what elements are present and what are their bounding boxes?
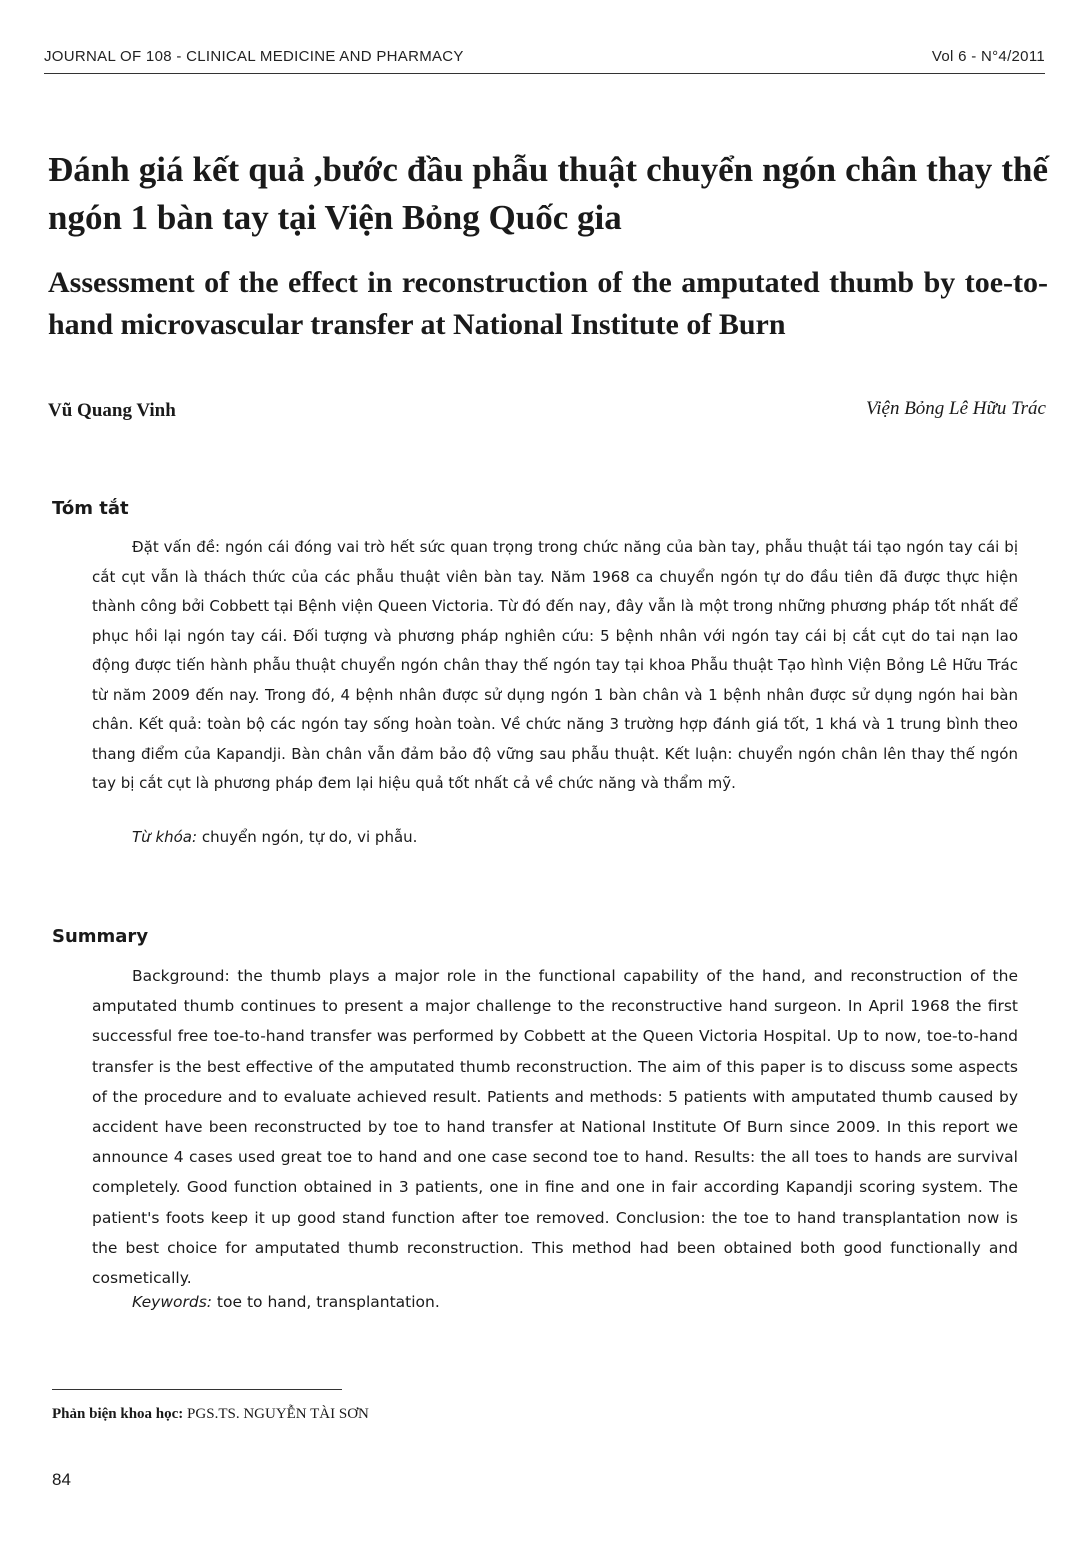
- abstract-en-body: Background: the thumb plays a major role in the functional capability of the hand, and reconstruction of the amputated thumb continues to present a major challenge to the reconstructive hand surgeon. In April 1968 the first successful free toe-to-hand transfer was performed by Cobbett at the Queen Victoria Hospital. Up to now, toe-to-hand transfer is the best effective of the amputated thumb reconstruction. The aim of this paper is to discuss some aspects of the procedure and to evaluate achieved result. Patients and methods: 5 patients with amputated thumb caused by accident have been reconstructed by toe to hand transfer at National Institute Of Burn since 2009. In this report we announce 4 cases used great toe to hand and one case second toe to hand. Results: the all toes to hands are survival completely. Good function obtained in 3 patients, one in fine and one in fair according Kapandji scoring system. The patient's foots keep it up good stand function after toe removed. Conclusion: the toe to hand transplantation now is the best choice for amputated thumb reconstruction. This method had been obtained both good functionally and cosmetically.: [92, 967, 1018, 1288]
- issue-number: Vol 6 - N°4/2011: [931, 48, 1045, 65]
- keywords-en-text: toe to hand, transplantation.: [212, 1293, 440, 1311]
- header-divider: [44, 73, 1045, 74]
- footnote: [52, 1406, 369, 1423]
- running-header: [44, 46, 1045, 70]
- author-name: Vũ Quang Vinh: [48, 400, 176, 421]
- abstract-en-heading: Summary: [52, 926, 149, 947]
- keywords-vi: [132, 828, 417, 846]
- journal-name: JOURNAL OF 108 - CLINICAL MEDICINE AND PHARMACY: [44, 48, 464, 65]
- author-affiliation: Viện Bỏng Lê Hữu Trác: [866, 398, 1046, 419]
- footnote-label: Phản biện khoa học:: [52, 1406, 184, 1422]
- keywords-vi-text: chuyển ngón, tự do, vi phẫu.: [197, 828, 418, 846]
- title-english: Assessment of the effect in reconstruction of the amputated thumb by toe-to-hand microvascular transfer at National Institute of Burn: [48, 266, 1048, 341]
- keywords-vi-label: Từ khóa:: [132, 828, 198, 846]
- page-number: 84: [52, 1470, 71, 1489]
- footnote-text: PGS.TS. NGUYỄN TÀI SƠN: [183, 1406, 369, 1422]
- abstract-vi-heading: Tóm tắt: [52, 498, 129, 519]
- title-vietnamese: Đánh giá kết quả ,bước đầu phẫu thuật chuyển ngón chân thay thế ngón 1 bàn tay tại Viện Bỏng Quốc gia: [48, 150, 1048, 237]
- abstract-vi-body: Đặt vấn đề: ngón cái đóng vai trò hết sức quan trọng trong chức năng của bàn tay, phẫu thuật tái tạo ngón tay cái bị cắt cụt vẫn là thách thức của các phẫu thuật viên bàn tay. Năm 1968 ca chuyển ngón tự do đầu tiên đã được thực hiện thành công bởi Cobbett tại Bệnh viện Queen Victoria. Từ đó đến nay, đây vẫn là một trong những phương pháp tốt nhất để phục hồi lại ngón tay cái. Đối tượng và phương pháp nghiên cứu: 5 bệnh nhân với ngón tay cái bị cắt cụt do tai nạn lao động được tiến hành phẫu thuật chuyển ngón chân thay thế ngón tay tại khoa Phẫu thuật Tạo hình Viện Bỏng Lê Hữu Trác từ năm 2009 đến nay. Trong đó, 4 bệnh nhân được sử dụng ngón 1 bàn chân và 1 bệnh nhân được sử dụng ngón hai bàn chân. Kết quả: toàn bộ các ngón tay sống hoàn toàn. Về chức năng 3 trường hợp đánh giá tốt, 1 khá và 1 trung bình theo thang điểm của Kapandji. Bàn chân vẫn đảm bảo độ vững sau phẫu thuật. Kết luận: chuyển ngón chân lên thay thế ngón tay bị cắt cụt là phương pháp đem lại hiệu quả tốt nhất cả về chức năng và thẩm mỹ.: [92, 538, 1018, 792]
- footnote-divider: [52, 1389, 342, 1390]
- keywords-en-label: Keywords:: [132, 1293, 212, 1311]
- keywords-en: [132, 1293, 440, 1311]
